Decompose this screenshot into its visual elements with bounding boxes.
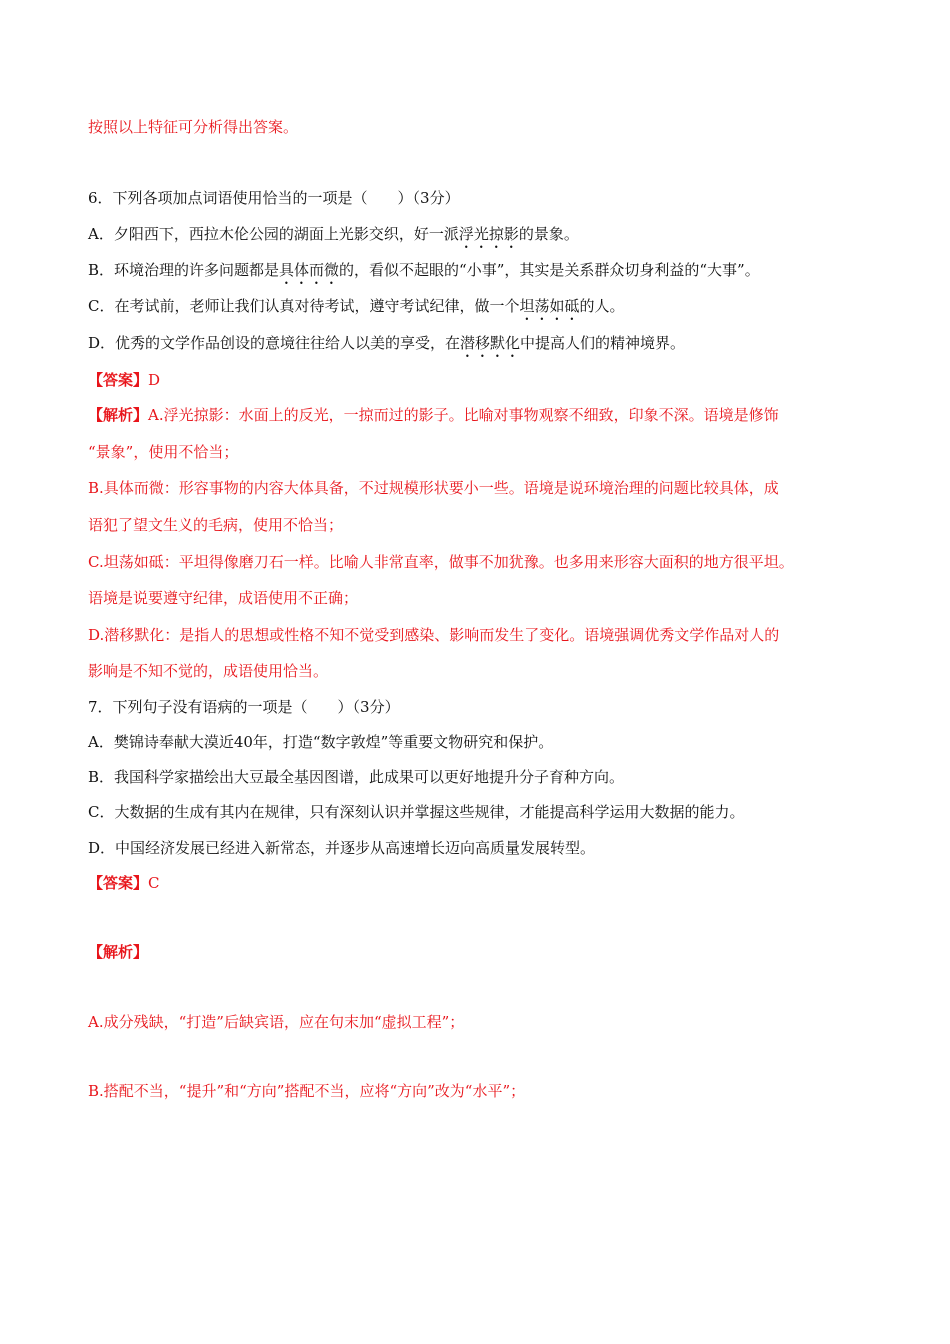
q6-option-b bbox=[88, 260, 760, 288]
q6-b-word: 具体而微 bbox=[279, 261, 340, 279]
q6-c-word: 坦荡如砥 bbox=[519, 297, 580, 315]
q6-answer-value: D bbox=[148, 371, 161, 389]
intro-line: 按照以上特征可分析得出答案。 bbox=[88, 118, 299, 136]
q6-analysis-line: D.潜移默化：是指人的思想或性格不知不觉受到感染、影响而发生了变化。语境强调优秀文学作品对人的 bbox=[88, 626, 780, 644]
q7-answer-value: C bbox=[148, 874, 160, 892]
q6-analysis-line: B.具体而微：形容事物的内容大体具备，不过规模形状要小一些。语境是说环境治理的问题比较具体，成 bbox=[88, 479, 779, 497]
q6-stem: 6．下列各项加点词语使用恰当的一项是（ ）（3分） bbox=[88, 189, 460, 207]
q6-d-pre: D．优秀的文学作品创设的意境往往给人以美的享受，在 bbox=[88, 334, 461, 352]
q6-analysis-line: C.坦荡如砥：平坦得像磨刀石一样。比喻人非常直率，做事不加犹豫。也多用来形容大面积的地方很平坦。 bbox=[88, 553, 794, 571]
q6-analysis-text: A.浮光掠影：水面上的反光，一掠而过的影子。比喻对事物观察不细致，印象不深。语境是修饰 bbox=[148, 406, 779, 424]
q6-a-pre: A．夕阳西下，西拉木伦公园的湖面上光影交织，好一派 bbox=[88, 225, 459, 243]
q6-d-post: 中提高人们的精神境界。 bbox=[520, 334, 686, 352]
q7-answer-label: 【答案】 bbox=[88, 874, 149, 892]
q6-d-word: 潜移默化 bbox=[460, 334, 521, 352]
q7-option-d: D．中国经济发展已经进入新常态，并逐步从高速增长迈向高质量发展转型。 bbox=[88, 839, 596, 857]
q6-analysis-line bbox=[88, 405, 779, 425]
q7-option-c: C．大数据的生成有其内在规律，只有深刻认识并掌握这些规律，才能提高科学运用大数据的能力。 bbox=[88, 803, 745, 821]
q6-c-pre: C．在考试前，老师让我们认真对待考试，遵守考试纪律，做一个 bbox=[88, 297, 520, 315]
q7-analysis-label: 【解析】 bbox=[88, 943, 149, 961]
q7-analysis-line: B.搭配不当，“提升”和“方向”搭配不当，应将“方向”改为“水平”； bbox=[88, 1082, 526, 1100]
q7-analysis-line: A.成分残缺，“打造”后缺宾语，应在句末加“虚拟工程”； bbox=[88, 1013, 465, 1031]
q6-option-a bbox=[88, 224, 579, 252]
q6-c-post: 的人。 bbox=[579, 297, 625, 315]
q7-option-a: A．樊锦诗奉献大漠近40年，打造“数字敦煌”等重要文物研究和保护。 bbox=[88, 733, 554, 751]
q6-b-post: 的，看似不起眼的“小事”，其实是关系群众切身利益的“大事”。 bbox=[339, 261, 760, 279]
q7-stem: 7．下列句子没有语病的一项是（ ）（3分） bbox=[88, 698, 400, 716]
q6-analysis-line: 影响是不知不觉的，成语使用恰当。 bbox=[88, 662, 329, 680]
q6-analysis-line: 语犯了望文生义的毛病，使用不恰当； bbox=[88, 516, 344, 534]
q6-answer-label: 【答案】 bbox=[88, 371, 149, 389]
q6-analysis-line: 语境是说要遵守纪律，成语使用不正确； bbox=[88, 589, 359, 607]
q6-analysis-label: 【解析】 bbox=[88, 406, 149, 424]
q7-option-b: B．我国科学家描绘出大豆最全基因图谱，此成果可以更好地提升分子育种方向。 bbox=[88, 768, 625, 786]
q6-answer bbox=[88, 370, 160, 390]
q6-analysis-line: “景象”，使用不恰当； bbox=[88, 443, 239, 461]
q6-option-c bbox=[88, 296, 625, 324]
q6-option-d bbox=[88, 333, 685, 361]
q6-b-pre: B．环境治理的许多问题都是 bbox=[88, 261, 280, 279]
q7-answer bbox=[88, 873, 160, 893]
q6-a-word: 浮光掠影 bbox=[458, 225, 519, 243]
q6-a-post: 的景象。 bbox=[518, 225, 579, 243]
